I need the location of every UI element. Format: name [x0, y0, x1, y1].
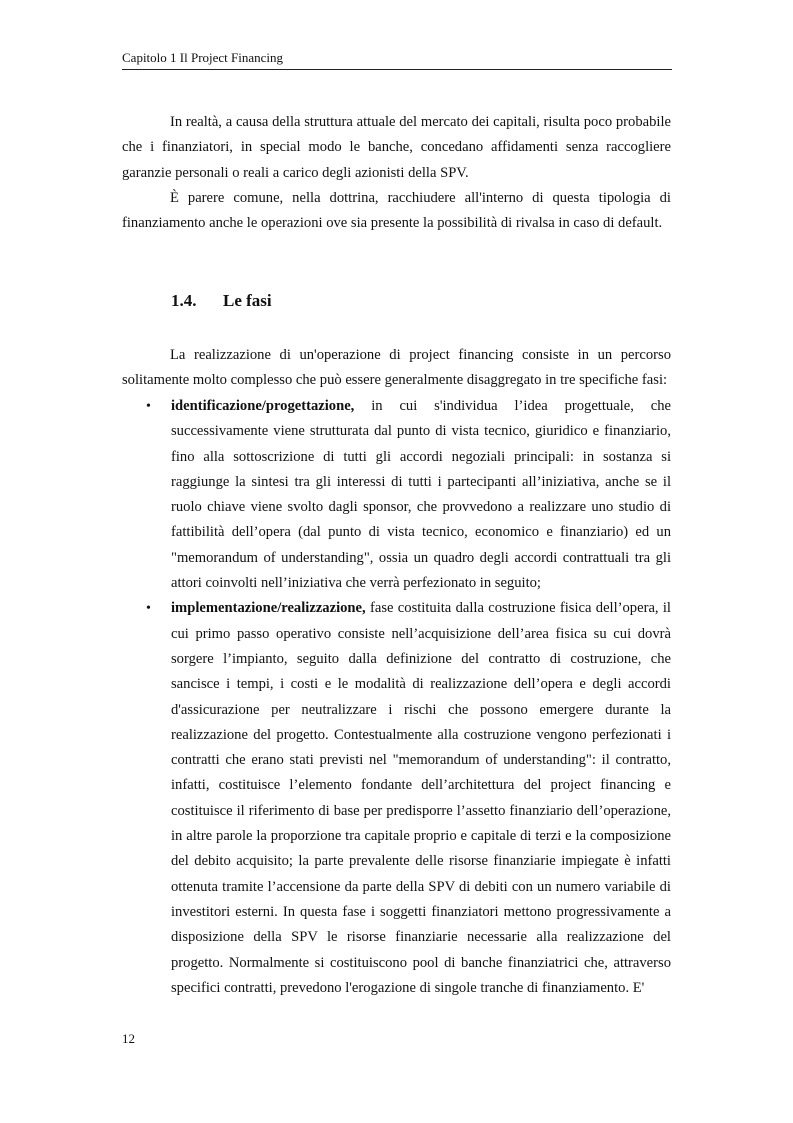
- phase-description: fase costituita dalla costruzione fisica dell’opera, il cui primo passo operativo consiste nell’acquisizione dell’area fisica su cui dovrà sorgere l’impianto, seguito dalla definizione del contratto di costruzione, che sancisce i tempi, i costi e le modalità di realizzazione dell’opera e degli accordi d'assicurazione per neutralizzare i rischi che possono emergere durante la realizzazione del progetto. Contestualmente alla costruzione vengono perfezionati i contratti che erano stati previsti nel "memorandum of understanding": il contratto, infatti, costituisce l’elemento fondante dell’architettura del project financing e costituisce il riferimento di base per predisporre l’assetto finanziario dell’operazione, in altre parole la proporzione tra capitale proprio e capitale di terzi e la composizione del debito acquisito; la parte prevalente delle risorse finanziarie impiegate è infatti ottenuta tramite l’accensione da parte della SPV di debiti con un numero variabile di investitori esterni. In questa fase i soggetti finanziatori mettono progressivamente a disposizione della SPV le risorse finanziarie necessarie alla realizzazione del progetto. Normalmente si costituiscono pool di banche finanziatrici che, attraverso specifici contratti, prevedono l'erogazione di singole tranche di finanziamento. E': [171, 600, 671, 996]
- section-lead: [122, 343, 671, 394]
- list-item: [122, 596, 671, 1001]
- section-title: Le fasi: [223, 291, 272, 310]
- section-heading: [171, 289, 272, 313]
- paragraph: La realizzazione di un'operazione di project financing consiste in un percorso solitamente molto complesso che può essere generalmente disaggregato in tre specifiche fasi:: [122, 347, 671, 389]
- paragraph: È parere comune, nella dottrina, racchiudere all'interno di questa tipologia di finanziamento anche le operazioni ove sia presente la possibilità di rivalsa in caso di default.: [122, 189, 671, 232]
- intro-text: [122, 110, 671, 236]
- list-item: [122, 394, 671, 596]
- paragraph: In realtà, a causa della struttura attuale del mercato dei capitali, risulta poco probabile che i finanziatori, in special modo le banche, concedano affidamenti senza raccogliere garanzie personali o reali a carico degli azionisti della SPV.: [122, 114, 671, 181]
- page-number: 12: [122, 1031, 135, 1046]
- phase-term: identificazione/progettazione,: [171, 398, 355, 414]
- phase-term: implementazione/realizzazione,: [171, 600, 366, 617]
- bullet-icon: •: [146, 399, 151, 414]
- phase-description: in cui s'individua l’idea progettuale, che successivamente viene strutturata dal punto di vista tecnico, giuridico e finanziario, fino alla sottoscrizione di tutti gli accordi negoziali principali: in sostanza si raggiunge la sintesi tra gli interessi di tutti i partecipanti all’iniziativa, anche se il ruolo chiave viene svolto dagli sponsor, che provvedono a realizzare uno studio di fattibilità dell’opera (dal punto di vista tecnico, economico e finanziario) ed un "memorandum of understanding", ossia un quadro degli accordi contrattuali tra gli attori coinvolti nell’iniziativa che verrà perfezionato in seguito;: [171, 398, 671, 592]
- running-header: [122, 50, 672, 70]
- bullet-icon: •: [146, 601, 151, 617]
- section-number: 1.4.: [171, 291, 197, 310]
- phase-list: [122, 394, 671, 1001]
- running-title: Capitolo 1 Il Project Financing: [122, 50, 284, 65]
